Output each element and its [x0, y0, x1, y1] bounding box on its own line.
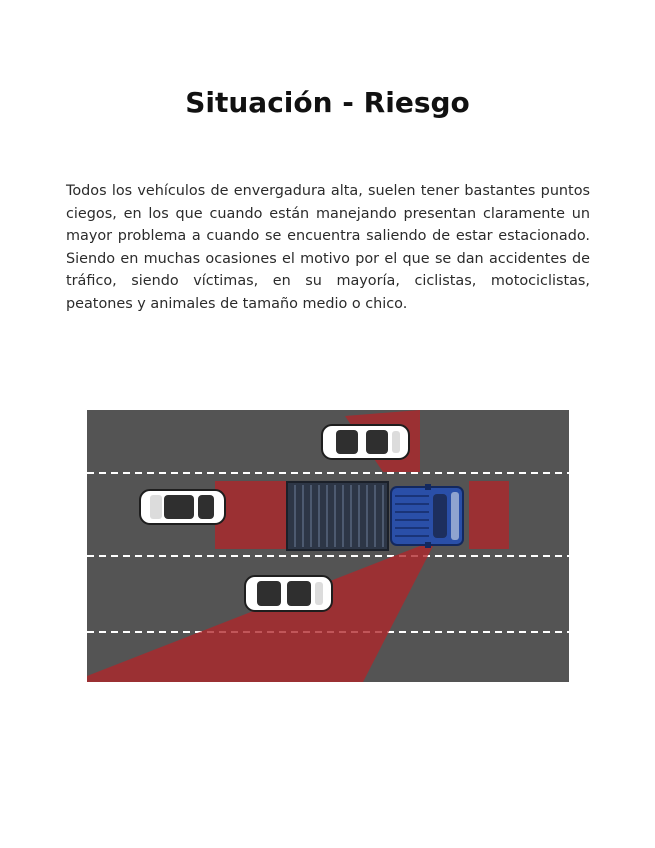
car-left [140, 490, 225, 524]
blind-spot-front [469, 481, 509, 549]
body-paragraph: Todos los vehículos de envergadura alta, suelen tener bastantes puntos ciegos, en los que cuando están manejando presentan claramente un mayor problema a cuando se encuentra saliendo de estar estacionado. Siendo en muchas ocasiones el motivo por el que se dan accidentes de tráfico, siendo víctimas, en su mayoría, ciclistas, motociclistas, peatones y animales de tamaño medio o chico. [66, 183, 590, 312]
car-bottom [245, 576, 332, 611]
car-top [322, 425, 409, 459]
truck-cab [391, 484, 463, 548]
truck-trailer [287, 482, 388, 550]
blind-spot-illustration [87, 410, 569, 682]
page-title: Situación - Riesgo [185, 86, 470, 119]
